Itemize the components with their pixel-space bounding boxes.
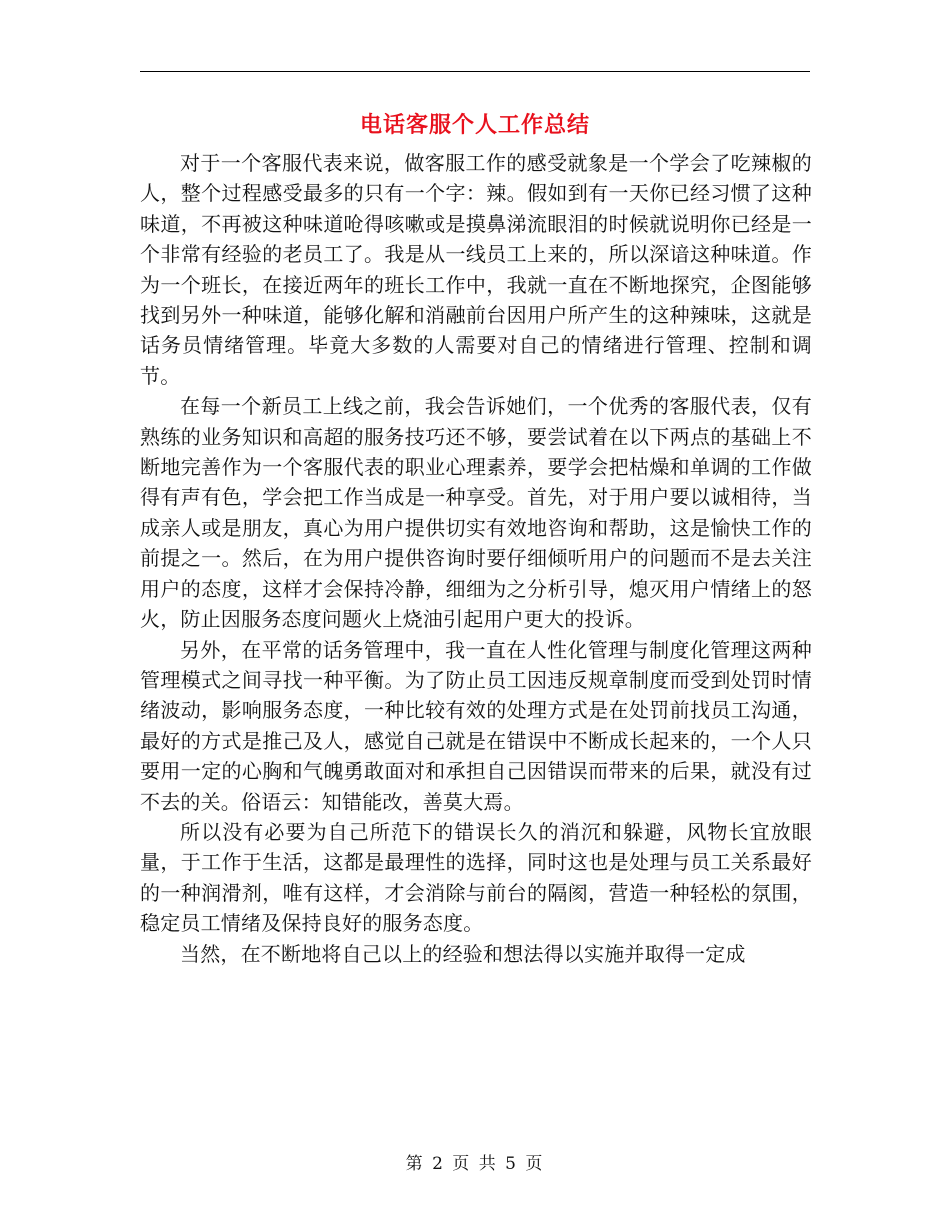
paragraph: 当然，在不断地将自己以上的经验和想法得以实施并取得一定成 xyxy=(180,941,746,966)
paragraph: 在每一个新员工上线之前，我会告诉她们，一个优秀的客服代表，仅有熟练的业务知识和高超的服务技巧还不够，要尝试着在以下两点的基础上不断地完善作为一个客服代表的职业心理素养，要学会把枯燥和单调的工作做得有声有色，学会把工作当成是一种享受。首先，对于用户要以诚相待，当成亲人或是朋友，真心为用户提供切实有效地咨询和帮助，这是愉快工作的前提之一。然后，在为用户提供咨询时要仔细倾听用户的问题而不是去关注用户的态度，这样才会保持冷静，细细为之分析引导，熄灭用户情绪上的怒火，防止因服务态度问题火上烧油引起用户更大的投诉。 xyxy=(140,394,812,632)
page-number-footer: 第 2 页 共 5 页 xyxy=(405,1154,545,1174)
paragraph: 另外，在平常的话务管理中，我一直在人性化管理与制度化管理这两种管理模式之间寻找一种平衡。为了防止员工因违反规章制度而受到处罚时情绪波动，影响服务态度，一种比较有效的处理方式是在处罚前找员工沟通，最好的方式是推己及人，感觉自己就是在错误中不断成长起来的，一个人只要用一定的心胸和气魄勇敢面对和承担自己因错误而带来的后果，就没有过不去的关。俗语云：知错能改，善莫大焉。 xyxy=(140,637,812,814)
header-rule xyxy=(140,71,810,72)
paragraph: 对于一个客服代表来说，做客服工作的感受就象是一个学会了吃辣椒的人，整个过程感受最多的只有一个字：辣。假如到有一天你已经习惯了这种味道，不再被这种味道呛得咳嗽或是摸鼻涕流眼泪的时候就说明你已经是一个非常有经验的老员工了。我是从一线员工上来的，所以深谙这种味道。作为一个班长，在接近两年的班长工作中，我就一直在不断地探究，企图能够找到另外一种味道，能够化解和消融前台因用户所产生的这种辣味，这就是话务员情绪管理。毕竟大多数的人需要对自己的情绪进行管理、控制和调节。 xyxy=(140,151,812,388)
paragraph: 所以没有必要为自己所范下的错误长久的消沉和躲避，风物长宜放眼量，于工作于生活，这都是最理性的选择，同时这也是处理与员工关系最好的一种润滑剂，唯有这样，才会消除与前台的隔阂，营造一种轻松的氛围，稳定员工情绪及保持良好的服务态度。 xyxy=(140,819,812,936)
document-body xyxy=(140,148,812,969)
document-title: 电话客服个人工作总结 xyxy=(359,112,590,138)
